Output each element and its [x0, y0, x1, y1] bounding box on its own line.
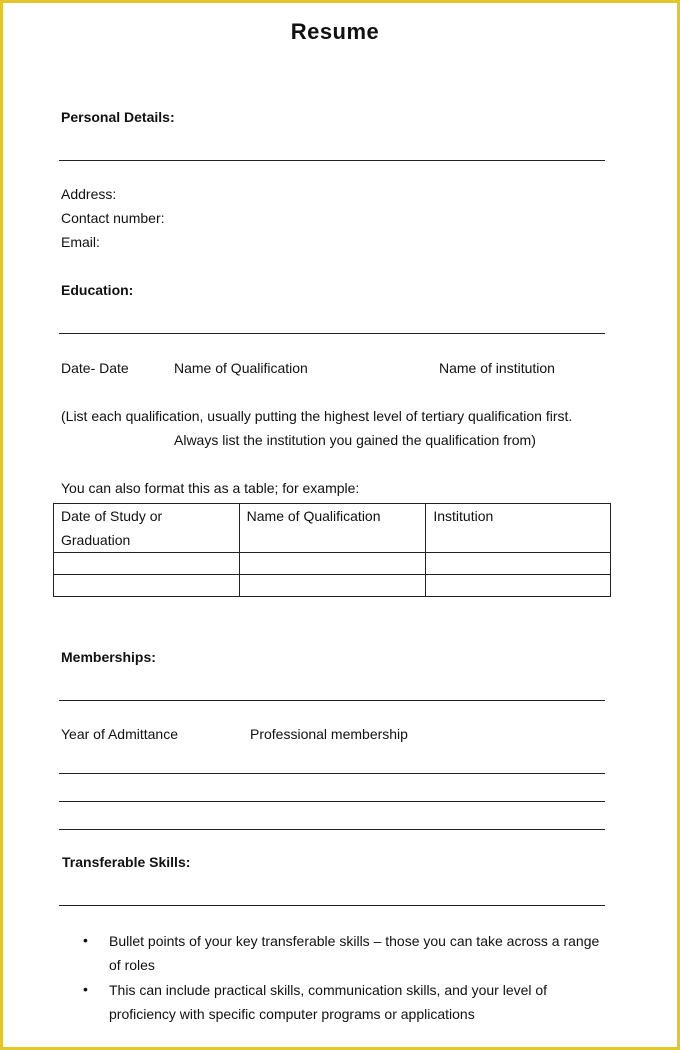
email-label: Email:: [61, 234, 100, 250]
membership-entry-line: [59, 829, 605, 830]
memberships-heading: Memberships:: [61, 649, 156, 665]
section-rule: [59, 333, 605, 334]
edu-col-date: Date- Date: [61, 360, 129, 376]
education-note-line1: (List each qualification, usually putting the highest level of tertiary qualification first.: [61, 408, 573, 424]
section-rule: [59, 160, 605, 161]
table-cell: [54, 575, 240, 597]
table-cell: [239, 575, 426, 597]
contact-number-label: Contact number:: [61, 210, 165, 226]
table-cell: [426, 553, 611, 575]
section-rule: [59, 905, 605, 906]
skills-bullet: This can include practical skills, communication skills, and your level of proficiency with specific computer programs or applications: [109, 982, 548, 1022]
table-row: [54, 553, 611, 575]
education-note-line2: Always list the institution you gained the qualification from): [174, 432, 536, 448]
table-intro: You can also format this as a table; for example:: [61, 480, 360, 496]
table-header-row: [54, 504, 611, 553]
section-rule: [59, 700, 605, 701]
table-header-qualification: Name of Qualification: [239, 504, 426, 553]
personal-details-heading: Personal Details:: [61, 109, 175, 125]
bullet-icon: •: [83, 932, 88, 948]
table-cell: [426, 575, 611, 597]
table-header-institution: Institution: [426, 504, 611, 553]
table-cell: [239, 553, 426, 575]
edu-col-institution: Name of institution: [439, 360, 555, 376]
bullet-icon: •: [83, 981, 88, 997]
skills-bullet: Bullet points of your key transferable skills – those you can take across a range of roles: [109, 933, 600, 973]
page-title: Resume: [290, 19, 380, 44]
membership-entry-line: [59, 773, 605, 774]
address-label: Address:: [61, 186, 117, 202]
membership-col-year: Year of Admittance: [61, 726, 179, 742]
table-cell: [54, 553, 240, 575]
education-table: [53, 503, 611, 597]
table-row: [54, 575, 611, 597]
edu-col-qualification: Name of Qualification: [174, 360, 308, 376]
education-heading: Education:: [61, 282, 134, 298]
table-header-date: Date of Study or Graduation: [54, 504, 240, 553]
membership-entry-line: [59, 801, 605, 802]
membership-col-professional: Professional membership: [250, 726, 408, 742]
skills-heading: Transferable Skills:: [62, 854, 191, 870]
